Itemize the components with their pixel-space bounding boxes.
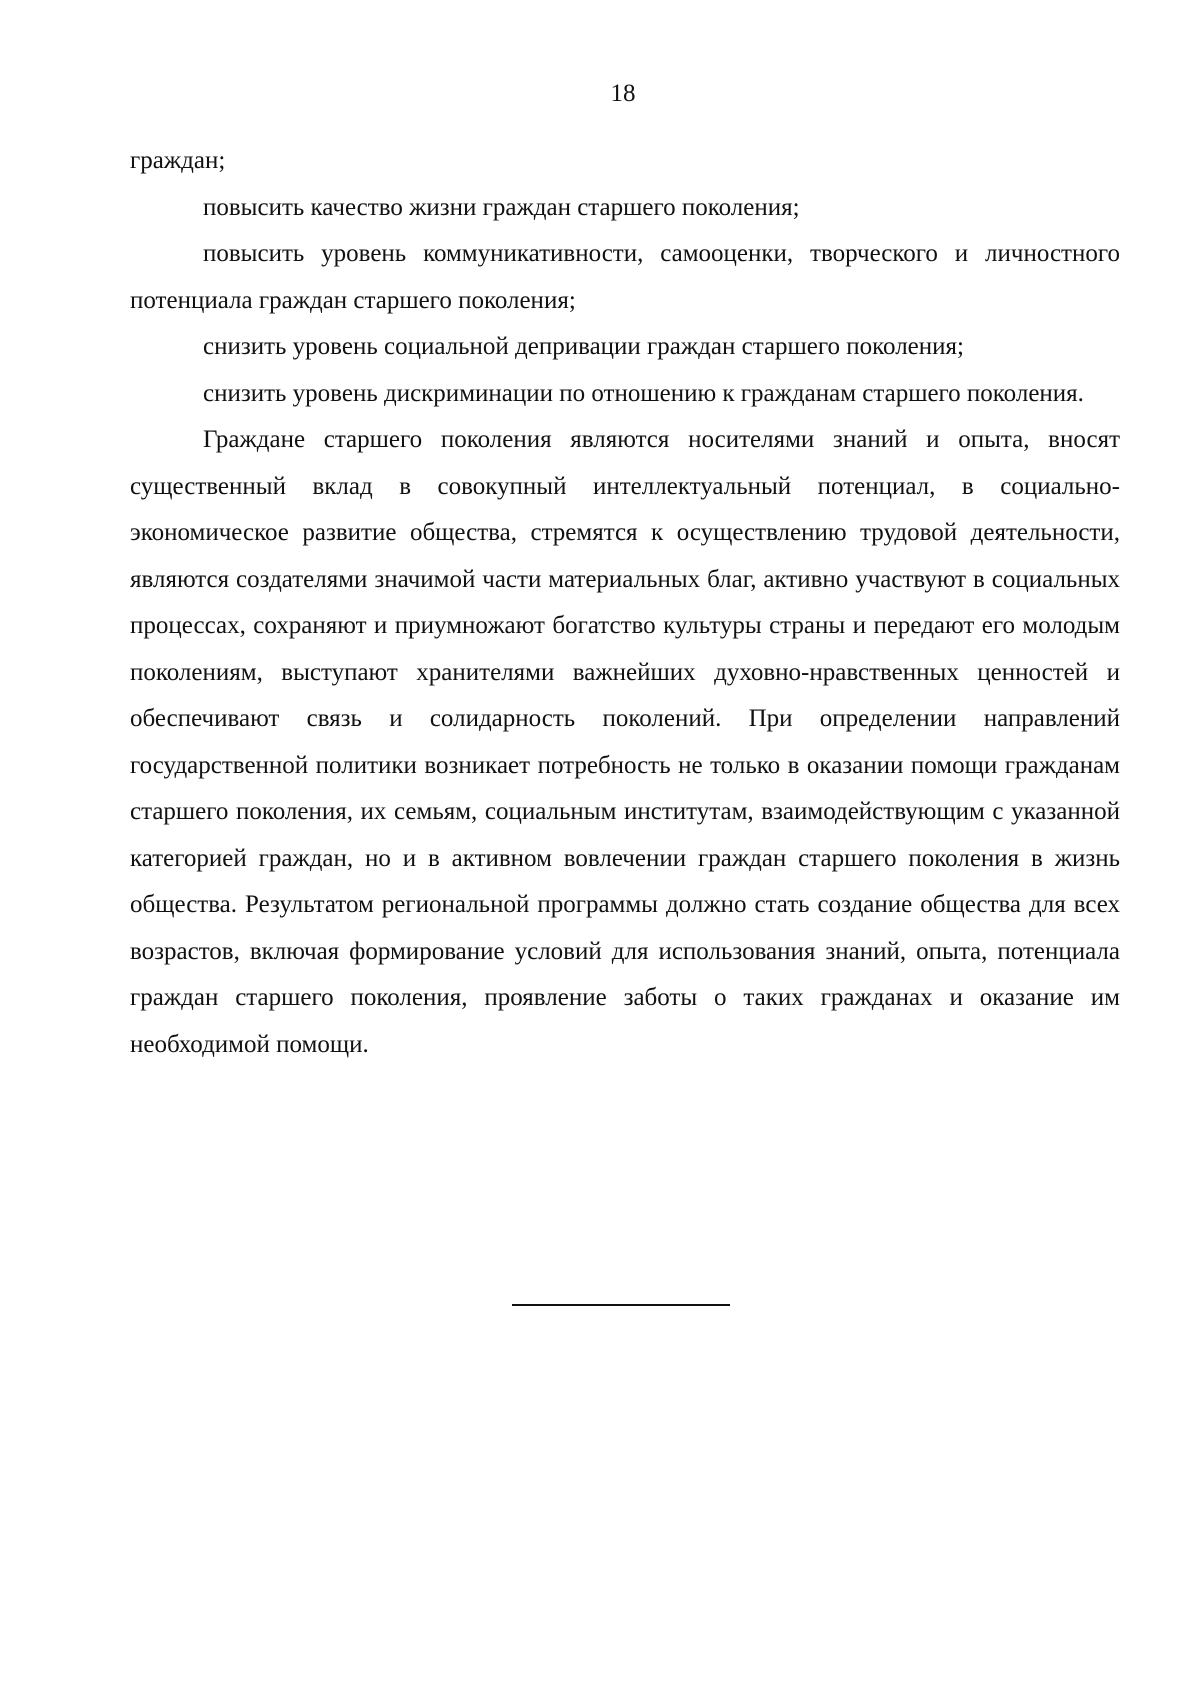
end-divider-line bbox=[512, 1304, 730, 1306]
paragraph-2: повысить качество жизни граждан старшего поколения; bbox=[203, 193, 800, 221]
page-number: 18 bbox=[610, 80, 636, 107]
paragraph-1: граждан; bbox=[130, 147, 226, 174]
paragraph-4: снизить уровень социальной депривации граждан старшего поколения; bbox=[203, 333, 964, 360]
paragraph-3: повысить уровень коммуникативности, самооценки, творческого и личностного потенциала граждан старшего поколения; bbox=[130, 240, 1120, 314]
paragraph-6: Граждане старшего поколения являются носителями знаний и опыта, вносят существенный вклад в совокупный интеллектуальный потенциал, в социально-экономическое развитие общества, стремятся к осуществлению трудовой деятельности, являются создателями значимой части материальных благ, активно участвуют в социальных процессах, сохраняют и приумножают богатство культуры страны и передают его молодым поколениям, выступают хранителями важнейших духовно-нравственных ценностей и обеспечивают связь и солидарность поколений. При определении направлений государственной политики возникает потребность не только в оказании помощи гражданам старшего поколения, их семьям, социальным институтам, взаимодействующим с указанной категорией граждан, но и в активном вовлечении граждан старшего поколения в жизнь общества. Результатом региональной программы должно стать создание общества для всех возрастов, включая формирование условий для использования знаний, опыта, потенциала граждан старшего поколения, проявление заботы о таких гражданах и оказание им необходимой помощи. bbox=[130, 426, 1120, 1058]
document-body bbox=[130, 138, 1120, 1068]
paragraph-5: снизить уровень дискриминации по отношению к гражданам старшего поколения. bbox=[203, 379, 1084, 407]
